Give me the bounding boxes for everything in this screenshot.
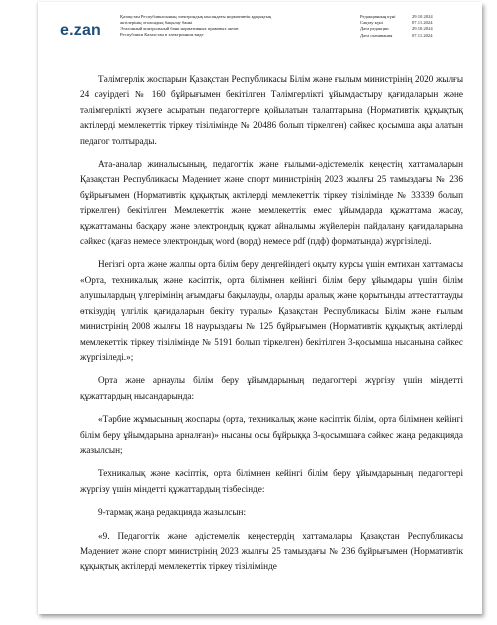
document-header (38, 2, 482, 57)
ezan-logo: e.zan (60, 22, 102, 39)
paragraph: 9-тармақ жаңа редакцияда жазылсын: (98, 507, 247, 518)
paragraph: «Тәрбие жұмысының жоспары (орта, техникалық және кәсіптік білім, орта білімнен кейінгі білім беру ұйымдарына арналған)» нысаны осы бұйрыққа 3-қосымшаға сәйкес жаңа редакцияда жазылсын; (80, 414, 463, 455)
header-date-row (360, 33, 470, 39)
header-line: Республики Казахстан в электронном виде (120, 32, 204, 37)
paragraph: Ата-аналар жиналысының, педагогтік және ғылыми-әдістемелік кеңестің хаттамаларын Қазақстан Республикасы Мәдениет және спорт министрінің 2023 жылғы 25 тамыздағы № 236 бұйрығымен (Нормативтік құқықтық актілерді мемлекеттік тіркеу тізілімінде № 33339 болып тіркелген) бекітілген Мемлекеттік және мемлекеттік емес ұйымдарда құжаттама жасау, құжаттаманы басқару және электрондық құжат айналымы жүйелерін пайдалану қағидаларына сәйкес (қағаз немесе электрондық word (ворд) немесе pdf (пдф) форматында) жүргізіледі. (80, 159, 463, 247)
date-value: 29.10.2024 (412, 26, 433, 32)
date-value: 07.11.2024 (412, 32, 433, 38)
header-source-text (120, 14, 330, 38)
header-dates (360, 14, 470, 39)
date-value: 07.11.2024 (412, 20, 433, 26)
header-line: Қазақстан Республикасының электрондық нысандағы нормативтік құқықтық (120, 14, 272, 19)
paragraph: Тәлімгерлік жоспарын Қазақстан Республикасы Білім және ғылым министрінің 2020 жылғы 24 сәуірдегі № 160 бұйрығымен бекітілген Тәлімгерлікті ұйымдастыру қағидаларын және тәлімгерлікті жүзеге асыратын педагогтерге қойылатын талаптарына (Нормативтік құқықтық актілерді мемлекеттік тіркеу тізілімінде № 20486 болып тіркелген) сәйкес қосымша ақы алатын педагог толтырады. (80, 74, 463, 146)
paragraph: Негізгі орта және жалпы орта білім беру деңгейіндегі оқыту курсы үшін емтихан хаттамасы «Орта, техникалық және кәсіптік, орта білімнен кейінгі білім беру ұйымдары үшін білім алушылардың үлгерімінің ағымдағы бақылауды, оларды аралық және қорытынды аттестаттауды өткізудің үлгілік қағидаларын бекіту туралы» Қазақстан Республикасы Білім және ғылым министрінің 2008 жылғы 18 наурыздағы № 125 бұйрығымен (Нормативтік құқықтық актілерді мемлекеттік тіркеу тізілімінде № 5191 болып тіркелген) бекітілген 3-қосымша нысанына сәйкес жүргізіледі.»; (80, 259, 463, 362)
document-page (38, 2, 482, 614)
date-label: Сақтау күні (360, 20, 383, 26)
date-value: 29.10.2024 (412, 14, 433, 19)
document-body (80, 72, 463, 583)
date-label: Дата редакции (360, 26, 389, 32)
date-label: Редакцияның күні (360, 14, 396, 19)
date-label: Дата скачивания (360, 32, 393, 38)
header-line: актілерінің эталондық бақылау банкі (120, 20, 193, 25)
paragraph: Техникалық және кәсіптік, орта білімнен кейінгі білім беру ұйымдарының педагогтері жүргізу үшін міндетті құжаттардың тізбесінде: (80, 468, 463, 494)
header-line: Эталонный контрольный банк нормативных правовых актов (120, 26, 239, 31)
paragraph: «9. Педагогтік және әдістемелік кеңестердің хаттамалары Қазақстан Республикасы Мәдениет және спорт министрінің 2023 жылғы 25 тамыздағы № 236 бұйрығымен (Нормативтік құқықтық актілерді мемлекеттік тіркеу тізілімінде (80, 530, 463, 572)
paragraph: Орта және арнаулы білім беру ұйымдарының педагогтері жүргізу үшін міндетті құжаттардың нысандарында: (80, 375, 463, 401)
